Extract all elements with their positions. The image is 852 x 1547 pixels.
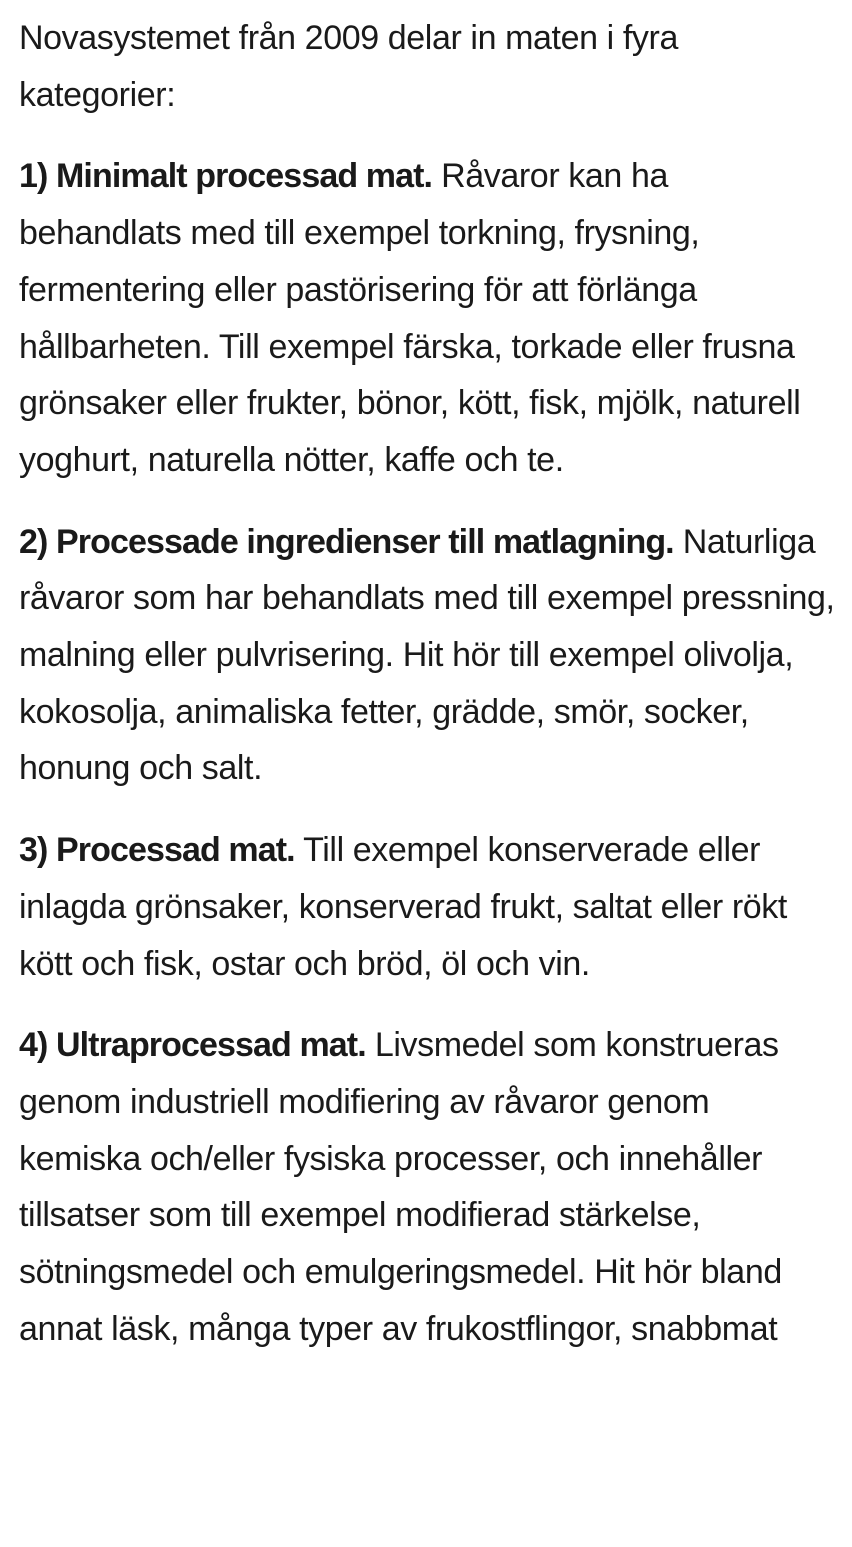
category-1-paragraph xyxy=(19,148,839,488)
category-4-text: Livsmedel som konstrueras genom industriell modifiering av råvaror genom kemiska och/eller fysiska processer, och innehåller tillsatser som till exempel modifierad stärkelse, sötningsmedel och emulgeringsmedel. Hit hör bland annat läsk, många typer av frukostflingor, snabbmat xyxy=(19,1026,782,1348)
category-1-title: 1) Minimalt processad mat. xyxy=(19,157,433,196)
category-1-text: Råvaror kan ha behandlats med till exempel torkning, frysning, fermentering eller pastörisering för att förlänga hållbarheten. Till exempel färska, torkade eller frusna grönsaker eller frukter, bönor, kött, fisk, mjölk, naturell yoghurt, naturella nötter, kaffe och te. xyxy=(19,157,801,479)
category-2-title: 2) Processade ingredienser till matlagning. xyxy=(19,522,674,561)
intro-paragraph: Novasystemet från 2009 delar in maten i fyra kategorier: xyxy=(19,19,678,114)
category-2-paragraph xyxy=(19,514,839,798)
category-3-text: Till exempel konserverade eller inlagda grönsaker, konserverad frukt, saltat eller rökt kött och fisk, ostar och bröd, öl och vin. xyxy=(19,831,787,983)
category-2-text: Naturliga råvaror som har behandlats med till exempel pressning, malning eller pulvrisering. Hit hör till exempel olivolja, kokosolja, animaliska fetter, grädde, smör, socker, honung och salt. xyxy=(19,522,835,788)
category-4-paragraph xyxy=(19,1017,839,1357)
category-3-title: 3) Processad mat. xyxy=(19,831,295,870)
category-4-title: 4) Ultraprocessad mat. xyxy=(19,1026,366,1065)
category-3-paragraph xyxy=(19,822,839,992)
